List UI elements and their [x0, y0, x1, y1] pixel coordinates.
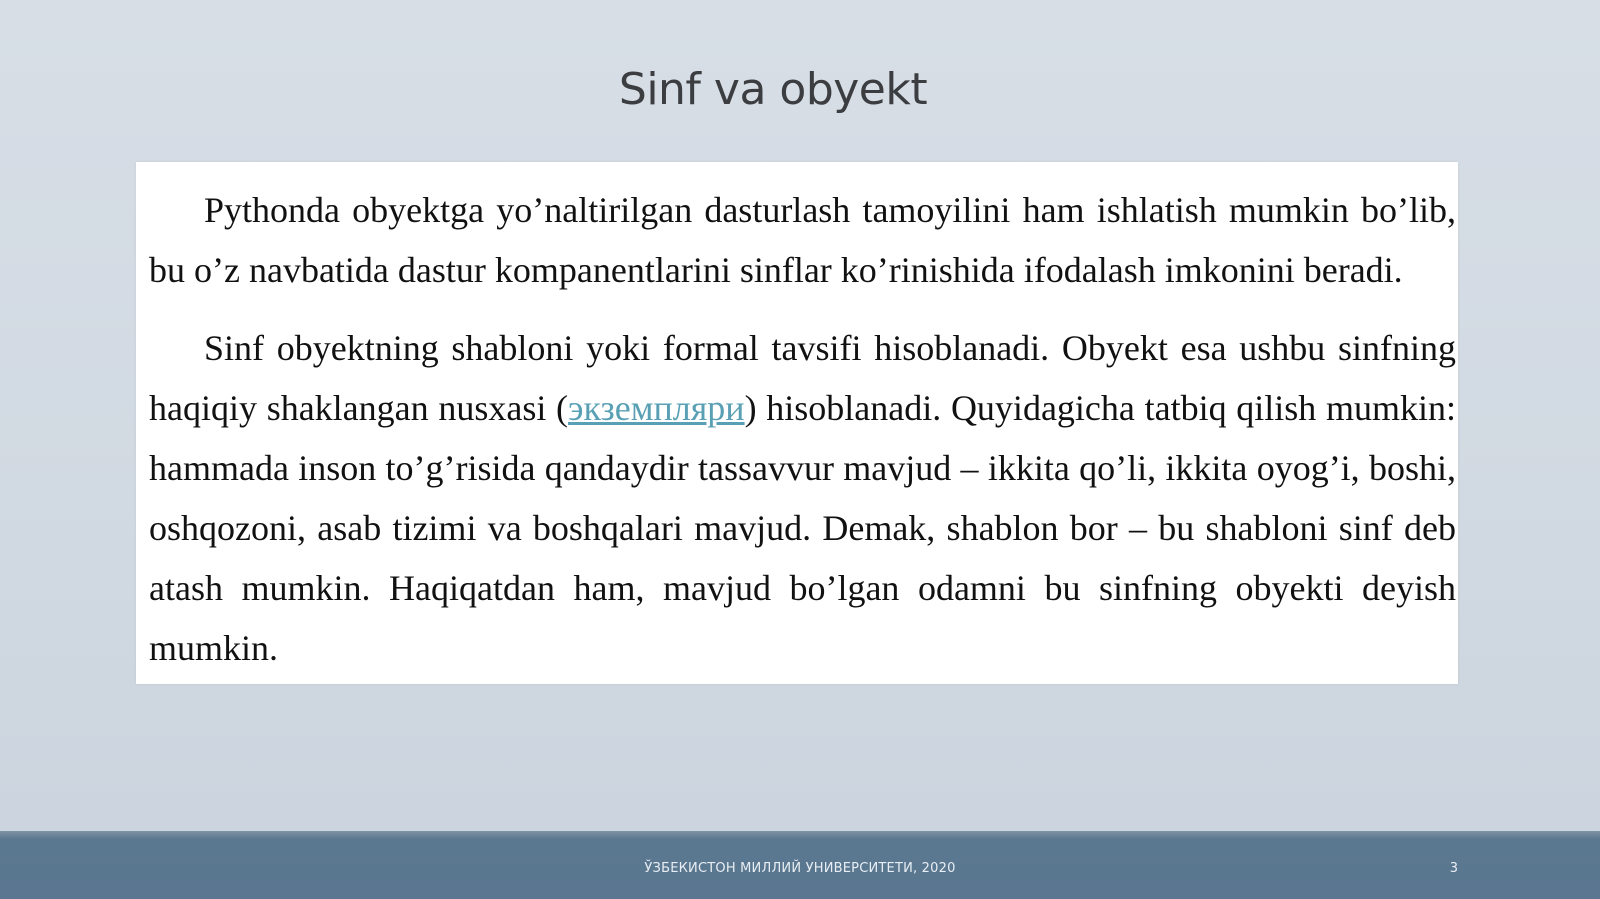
paragraph-2 [149, 318, 1456, 678]
slide-title: Sinf va obyekt [618, 64, 928, 115]
page-number: 3 [1449, 861, 1458, 876]
footer-university-label: ЎЗБЕКИСТОН МИЛЛИЙ УНИВЕРСИТЕТИ, 2020 [644, 861, 956, 876]
ekzemplyar-link[interactable]: экземпляри [568, 388, 745, 428]
slide-body [149, 180, 1456, 678]
slide-footer [0, 831, 1600, 899]
paragraph-1: Pythonda obyektga yo’naltirilgan dasturlash tamoyilini ham ishlatish mumkin bo’lib, bu o’z navbatida dastur kompanentlarini sinflar ko’rinishida ifodalash imkonini beradi. [149, 190, 1456, 290]
paragraph-2-text-before-link: Sinf obyektning shabloni yoki formal tavsifi hisoblanadi. Obyekt esa ushbu sinfning haqiqiy shaklangan nusxasi ( [149, 328, 1456, 428]
paragraph-2-text-after-link: ) hisoblanadi. Quyidagicha tatbiq qilish mumkin: hammada inson to’g’risida qandaydir tassavvur mavjud – ikkita qo’li, ikkita oyog’i, boshi, oshqozoni, asab tizimi va boshqalari mavjud. Demak, shablon bor – bu shabloni sinf deb atash mumkin. Haqiqatdan ham, mavjud bo’lgan odamni bu sinfning obyekti deyish mumkin. [149, 388, 1457, 668]
